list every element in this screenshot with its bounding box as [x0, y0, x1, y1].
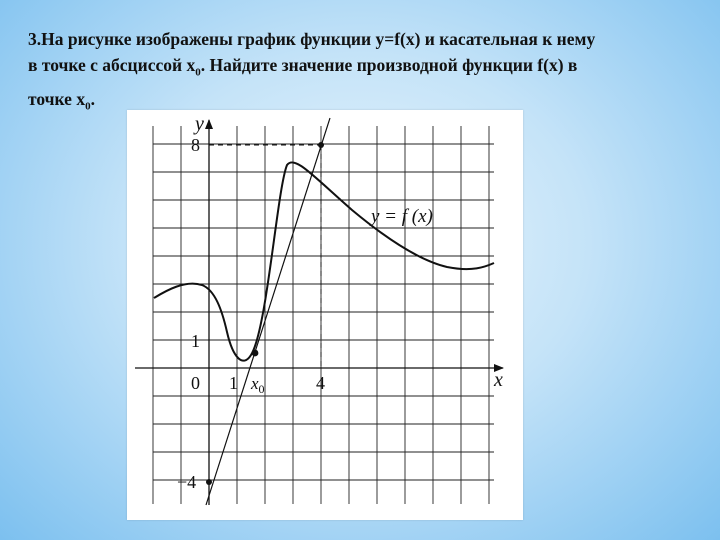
- tick-x-1: 1: [229, 373, 238, 393]
- problem-number: 3.: [28, 29, 42, 49]
- problem-line-1: [28, 26, 700, 52]
- problem-statement: [28, 26, 700, 119]
- problem-line-2: [28, 52, 700, 86]
- function-label: y = f (x): [371, 206, 433, 227]
- axis-x-label: x: [494, 369, 503, 391]
- tangent-point-upper: [318, 142, 324, 148]
- tick-x-4: 4: [316, 373, 325, 393]
- origin-label: 0: [191, 373, 200, 393]
- problem-text-2b: . Найдите значение производной функции f(x) в: [200, 55, 578, 75]
- tangent-point-lower: [206, 479, 212, 485]
- function-curve: [154, 162, 494, 360]
- problem-text-3b: .: [90, 88, 95, 109]
- graph-svg: [127, 110, 523, 520]
- problem-text-2a: в точке с абсциссой x: [28, 55, 196, 75]
- problem-text-1: На рисунке изображены график функции y=f(x) и касательная к нему: [41, 29, 596, 49]
- problem-sub-2: 0: [195, 66, 201, 79]
- tick-y-minus4: −4: [177, 472, 197, 492]
- problem-sub-3: 0: [85, 100, 91, 112]
- tick-y-1: 1: [191, 331, 200, 351]
- tick-y-8: 8: [191, 135, 200, 155]
- tangent-line: [206, 118, 330, 505]
- axis-y-label: y: [195, 113, 204, 135]
- tangent-point-x0: [252, 350, 259, 357]
- problem-text-3a: точке x: [28, 88, 86, 109]
- graph-figure: [127, 110, 523, 520]
- tick-x-x0: $x_0$: [251, 374, 265, 396]
- grid-lines: [153, 126, 494, 504]
